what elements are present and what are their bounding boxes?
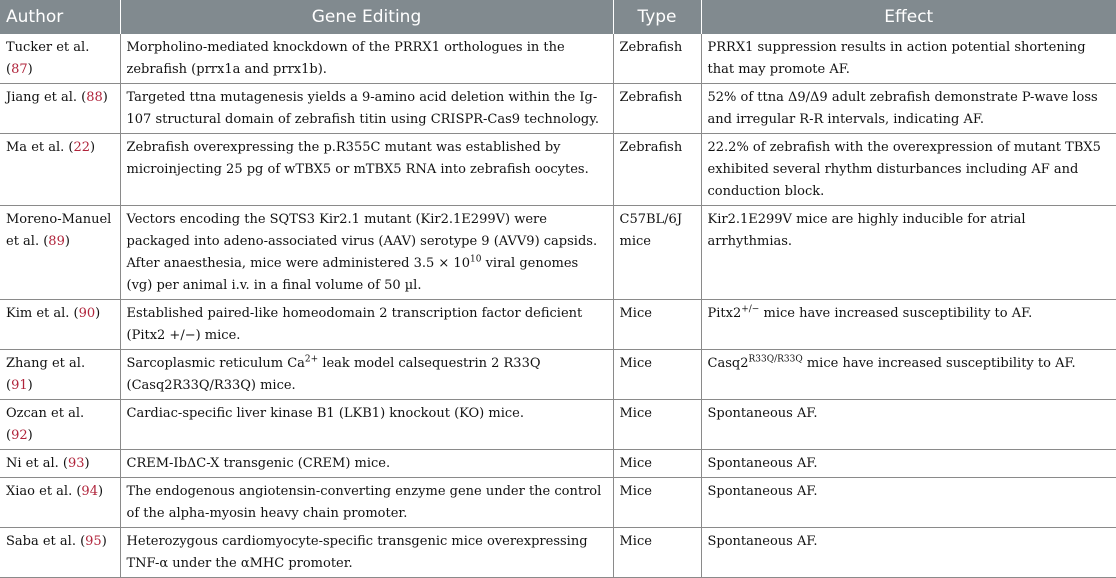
type-cell: Mice bbox=[613, 450, 701, 478]
gene-editing-cell: Cardiac-specific liver kinase B1 (LKB1) knockout (KO) mice. bbox=[120, 400, 613, 450]
type-cell: Zebrafish bbox=[613, 34, 701, 84]
table-row bbox=[0, 450, 1116, 478]
table-row bbox=[0, 206, 1116, 300]
author-cell: Moreno-Manuel et al. (89) bbox=[0, 206, 120, 300]
gene-editing-cell: Heterozygous cardiomyocyte-specific transgenic mice overexpressing TNF-α under the αMHC promoter. bbox=[120, 528, 613, 578]
type-cell: Zebrafish bbox=[613, 84, 701, 134]
gene-editing-cell: Vectors encoding the SQTS3 Kir2.1 mutant (Kir2.1E299V) were packaged into adeno-associated virus (AAV) serotype 9 (AVV9) capsids. After anaesthesia, mice were administered $3.5 \times 10^{10}$ viral genomes (vg) per animal i.v. in a final volume of 50 µl. bbox=[120, 206, 613, 300]
reference-link[interactable]: 91 bbox=[11, 378, 28, 393]
table-row bbox=[0, 528, 1116, 578]
reference-link[interactable]: 94 bbox=[81, 484, 98, 499]
reference-link[interactable]: 92 bbox=[11, 428, 28, 443]
effect-cell: 52% of ttna Δ9/Δ9 adult zebrafish demonstrate P-wave loss and irregular R-R intervals, indicating AF. bbox=[701, 84, 1116, 134]
author-cell: Ma et al. (22) bbox=[0, 134, 120, 206]
effect-cell: Pitx2+/− mice have increased susceptibility to AF. bbox=[701, 300, 1116, 350]
type-cell: Zebrafish bbox=[613, 134, 701, 206]
type-cell: Mice bbox=[613, 528, 701, 578]
type-cell: Mice bbox=[613, 400, 701, 450]
reference-link[interactable]: 88 bbox=[86, 90, 103, 105]
gene-editing-cell: Targeted ttna mutagenesis yields a 9-amino acid deletion within the Ig-107 structural domain of zebrafish titin using CRISPR-Cas9 technology. bbox=[120, 84, 613, 134]
reference-link[interactable]: 95 bbox=[85, 534, 102, 549]
gene-editing-cell: The endogenous angiotensin-converting enzyme gene under the control of the alpha-myosin heavy chain promoter. bbox=[120, 478, 613, 528]
table-row bbox=[0, 34, 1116, 84]
table-row bbox=[0, 350, 1116, 400]
reference-link[interactable]: 93 bbox=[67, 456, 85, 471]
author-cell: Jiang et al. (88) bbox=[0, 84, 120, 134]
table-row bbox=[0, 134, 1116, 206]
author-header: Author bbox=[0, 0, 120, 34]
type-cell: C57BL/6J mice bbox=[613, 206, 701, 300]
table-row bbox=[0, 300, 1116, 350]
reference-link[interactable]: 22 bbox=[73, 140, 91, 155]
effect-cell: Spontaneous AF. bbox=[701, 478, 1116, 528]
effect-cell: PRRX1 suppression results in action potential shortening that may promote AF. bbox=[701, 34, 1116, 84]
reference-link[interactable]: 90 bbox=[78, 306, 96, 321]
effect-cell: Spontaneous AF. bbox=[701, 450, 1116, 478]
type-cell: Mice bbox=[613, 350, 701, 400]
table-row bbox=[0, 400, 1116, 450]
gene-editing-cell: Morpholino-mediated knockdown of the PRRX1 orthologues in the zebrafish (prrx1a and prrx1b). bbox=[120, 34, 613, 84]
type-header: Type bbox=[613, 0, 701, 34]
gene-editing-header: Gene Editing bbox=[120, 0, 613, 34]
effect-cell: Kir2.1E299V mice are highly inducible for atrial arrhythmias. bbox=[701, 206, 1116, 300]
author-cell: Kim et al. (90) bbox=[0, 300, 120, 350]
effect-cell: $Casq2^{R33Q/R33Q}$ mice have increased susceptibility to AF. bbox=[701, 350, 1116, 400]
gene-editing-cell: Zebrafish overexpressing the p.R355C mutant was established by microinjecting 25 pg of wTBX5 or mTBX5 RNA into zebrafish oocytes. bbox=[120, 134, 613, 206]
effect-cell: Spontaneous AF. bbox=[701, 528, 1116, 578]
effect-cell: Spontaneous AF. bbox=[701, 400, 1116, 450]
effect-header: Effect bbox=[701, 0, 1116, 34]
type-cell: Mice bbox=[613, 478, 701, 528]
author-cell: Ni et al. (93) bbox=[0, 450, 120, 478]
effect-cell: 22.2% of zebrafish with the overexpression of mutant TBX5 exhibited several rhythm disturbances including AF and conduction block. bbox=[701, 134, 1116, 206]
author-cell: Saba et al. (95) bbox=[0, 528, 120, 578]
author-cell: Tucker et al. (87) bbox=[0, 34, 120, 84]
type-cell: Mice bbox=[613, 300, 701, 350]
reference-link[interactable]: 87 bbox=[11, 62, 28, 77]
reference-link[interactable]: 89 bbox=[48, 234, 65, 249]
table-row bbox=[0, 84, 1116, 134]
author-cell: Ozcan et al. (92) bbox=[0, 400, 120, 450]
header-row bbox=[0, 0, 1116, 34]
gene-editing-cell: Sarcoplasmic reticulum $Ca^{2+}$ leak model calsequestrin 2 R33Q (Casq2R33Q/R33Q) mice. bbox=[120, 350, 613, 400]
gene-editing-cell: CREM-IbΔC-X transgenic (CREM) mice. bbox=[120, 450, 613, 478]
author-cell: Zhang et al. (91) bbox=[0, 350, 120, 400]
author-cell: Xiao et al. (94) bbox=[0, 478, 120, 528]
gene-editing-cell: Established paired-like homeodomain 2 transcription factor deficient (Pitx2 +/−) mice. bbox=[120, 300, 613, 350]
table-row bbox=[0, 478, 1116, 528]
